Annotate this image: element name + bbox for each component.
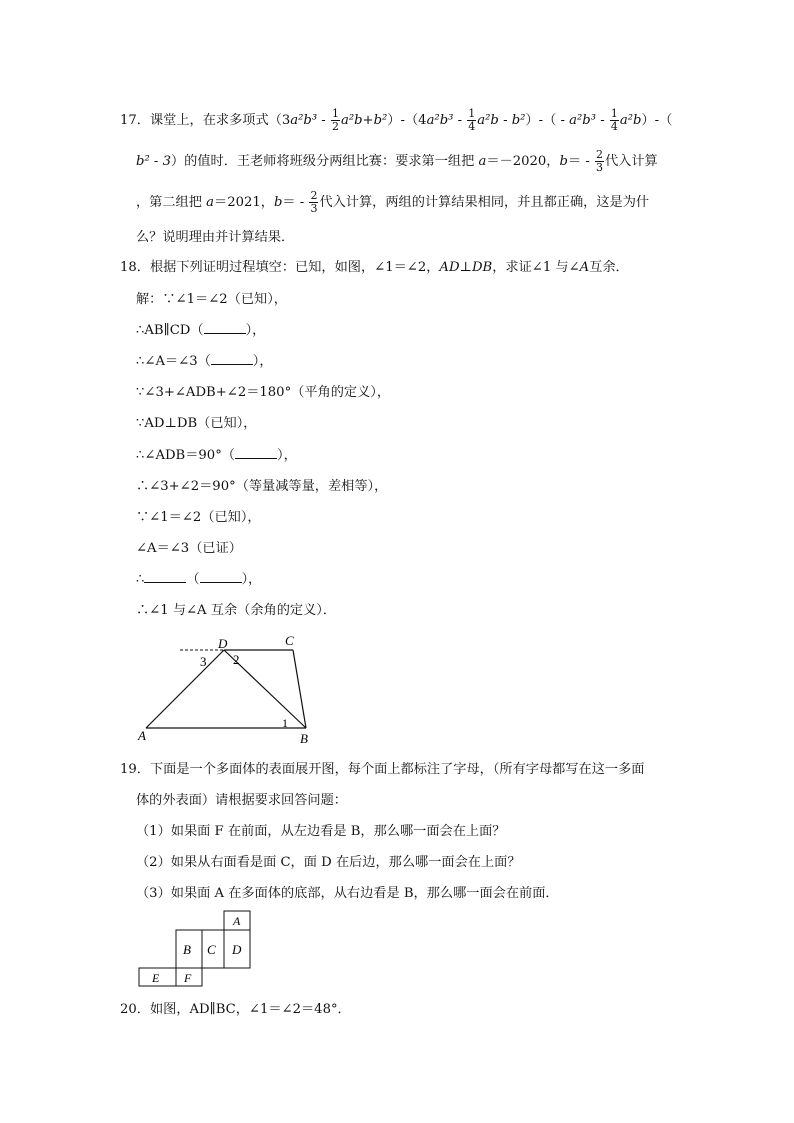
proof-step: ∵AD⊥DB（已知），	[136, 416, 257, 431]
fraction-two-thirds: $\frac{2}{3}$	[595, 148, 603, 174]
net-face-C: C	[207, 942, 216, 957]
q19-net	[138, 910, 254, 988]
fill-blank[interactable]	[211, 352, 253, 365]
label-A: A	[138, 728, 146, 743]
proof-step: ∠A＝∠3（已证）	[136, 541, 242, 556]
label-angle-1: 1	[282, 716, 288, 730]
q18-figure	[130, 632, 330, 747]
q17-line-4: 么？说明理由并计算结果．	[136, 230, 295, 245]
proof-step: ∴∠1 与∠A 互余（余角的定义）．	[136, 603, 337, 618]
fraction-quarter: $\frac{1}{4}$	[468, 107, 476, 133]
net-face-E: E	[152, 971, 160, 985]
fraction-half: $\frac{1}{2}$	[331, 107, 339, 133]
proof-step: ∵∠3+∠ADB+∠2＝180°（平角的定义），	[136, 385, 391, 400]
q19-line-1: 19．下面是一个多面体的表面展开图，每个面上都标注了字母，（所有字母都写在这一多面	[120, 762, 645, 777]
fraction-quarter-2: $\frac{1}{4}$	[610, 107, 618, 133]
proof-step: ∴∠ADB＝90°（ ），	[136, 448, 297, 463]
label-B: B	[300, 731, 308, 746]
q18-intro: 18．根据下列证明过程填空：已知，如图，∠1＝∠2，AD⊥DB，求证∠1 与∠A互余．	[120, 260, 629, 275]
q17-line-2: b² - 3）的值时．王老师将班级分两组比赛：要求第一组把 a＝－2020，b＝ - $\frac{2}{3}$ 代入计算	[136, 148, 658, 174]
fill-blank[interactable]	[235, 446, 277, 459]
label-angle-3: 3	[200, 654, 207, 669]
proof-step: ∴∠3+∠2＝90°（等量减等量，差相等），	[136, 479, 388, 494]
proof-step: ∴∠A＝∠3（ ），	[136, 354, 273, 369]
proof-step: ∴AB∥CD（ ），	[136, 323, 266, 338]
q19-sub-1: （1）如果面 F 在前面，从左边看是 B，那么哪一面会在上面？	[136, 824, 506, 839]
segment-ad	[146, 650, 224, 728]
fill-blank[interactable]	[204, 321, 246, 334]
net-face-F: F	[184, 971, 192, 985]
q19-line-2: 体的外表面）请根据要求回答问题：	[136, 793, 347, 808]
net-face-D: D	[232, 942, 242, 957]
q17-line-3: ，第二组把 a＝2021，b＝ - $\frac{2}{3}$ 代入计算，两组的计算结果相同，并且都正确，这是为什	[136, 189, 650, 215]
proof-step: ∴ （ ），	[136, 572, 262, 587]
proof-step: ∵∠1＝∠2（已知），	[136, 510, 261, 525]
fill-blank[interactable]	[200, 570, 242, 583]
proof-step: 解：∵∠1＝∠2（已知），	[136, 292, 287, 307]
q19-sub-2: （2）如果从右面看是面 C，面 D 在后边，那么哪一面会在上面？	[136, 855, 521, 870]
fraction-two-thirds-2: $\frac{2}{3}$	[310, 189, 318, 215]
label-D: D	[218, 636, 228, 651]
label-C: C	[285, 633, 294, 648]
label-angle-2: 2	[233, 652, 240, 667]
q17-line-1: 17．课堂上，在求多项式（3a²b³ - $\frac{1}{2}$ a²b+b²）-（4a²b³ - $\frac{1}{4}$ a²b - b²）-（ - a²b³ - $\frac{1}{4}$ a²b）-（	[120, 107, 673, 133]
q19-sub-3: （3）如果面 A 在多面体的底部，从右边看是 B，那么哪一面会在前面．	[136, 886, 559, 901]
q20-line: 20．如图，AD∥BC，∠1＝∠2＝48°．	[120, 1002, 351, 1017]
net-face-A: A	[233, 914, 241, 928]
net-face-B: B	[183, 942, 191, 957]
fill-blank[interactable]	[144, 570, 186, 583]
segment-cb	[293, 650, 306, 728]
